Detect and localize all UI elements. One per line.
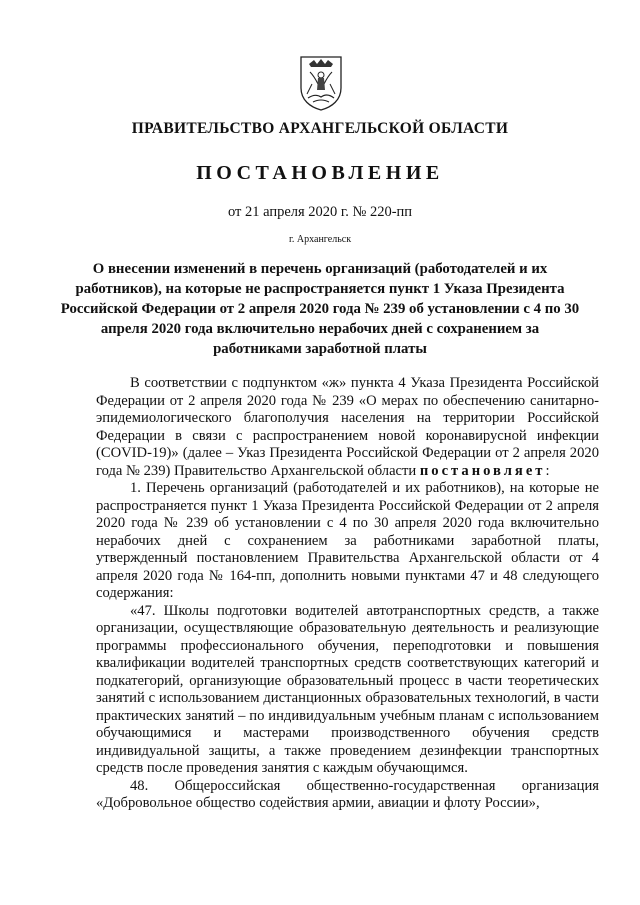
paragraph-47: «47. Школы подготовки водителей автотранспортных средств, а также организации, осуществляющие образовательную деятельность и реализующие программы профессионального обучения, переподготовки и повышения квалификации водителей транспортных средств соответствующих категорий и подкатегорий, организующие образовательный процесс в части теоретических занятий с использованием дистанционных образовательных технологий, в части практических занятий – по индивидуальным учебным планам с использованием обучающимися и мастерами производственного обучения средств индивидуальной защиты, а также проведением дезинфекции транспортных средств после проведения занятия с каждым обучающимся. — [96, 602, 599, 776]
paragraph-preamble — [96, 375, 599, 480]
document-body — [96, 375, 599, 813]
resolves-word: постановляет — [419, 462, 546, 479]
paragraph-48: 48. Общероссийская общественно-государственная организация «Добровольное общество содействия армии, авиации и флоту России», — [96, 777, 599, 811]
preamble-colon: : — [545, 462, 550, 479]
document-date-number: от 21 апреля 2020 г. № 220-пп — [227, 204, 413, 220]
coat-of-arms-icon — [298, 54, 344, 112]
preamble-text: В соответствии с подпунктом «ж» пункта 4 Указа Президента Российской Федерации от 2 апреля 2020 года № 239 «О мерах по обеспечению санитарно-эпидемиологического благополучия населения на территории Российской Федерации в связи с распространением новой коронавирусной инфекции (COVID-19)» (далее – Указ Президента Российской Федерации от 2 апреля 2020 года № 239) Правительство Архангельской области — [96, 375, 599, 479]
paragraph-1: 1. Перечень организаций (работодателей и их работников), на которые не распространяется пункт 1 Указа Президента Российской Федерации от 2 апреля 2020 года № 239 об установлении с 4 по 30 апреля 2020 года включительно нерабочих дней с сохранением за работниками заработной платы, утвержденный постановлением Правительства Архангельской области от 4 апреля 2020 года № 164-пп, дополнить новыми пунктами 47 и 48 следующего содержания: — [96, 480, 599, 601]
document-city: г. Архангельск — [288, 234, 352, 245]
document-type: ПОСТАНОВЛЕНИЕ — [196, 162, 444, 184]
organization-name: ПРАВИТЕЛЬСТВО АРХАНГЕЛЬСКОЙ ОБЛАСТИ — [131, 120, 509, 137]
document-title: О внесении изменений в перечень организаций (работодателей и их работников), на которые не распространяется пункт 1 Указа Президента Российской Федерации от 2 апреля 2020 года № 239 об установлении с 4 по 30 апреля 2020 года включительно нерабочих дней с сохранением за работниками заработной платы — [60, 261, 580, 357]
